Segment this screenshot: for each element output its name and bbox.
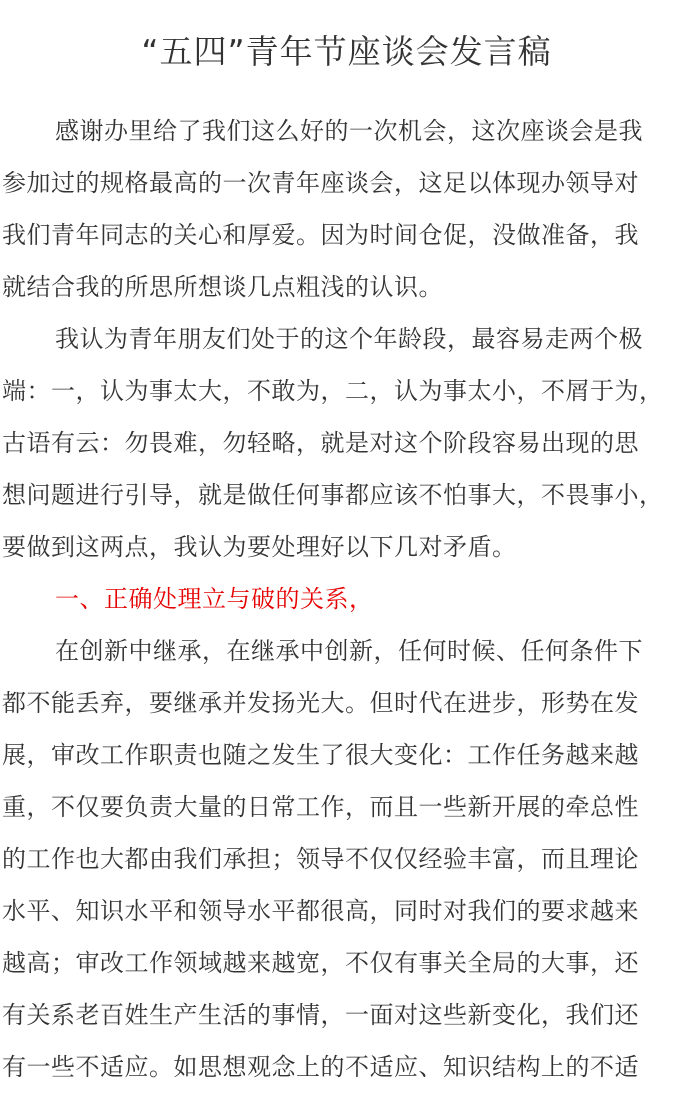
paragraph-line: 我们青年同志的关心和厚爱。因为时间仓促，没做准备，我	[2, 221, 639, 249]
paragraph-line: 重，不仅要负责大量的日常工作，而且一些新开展的牵总性	[2, 793, 639, 821]
paragraph-line: 有一些不适应。如思想观念上的不适应、知识结构上的不适	[2, 1053, 639, 1081]
paragraph-line: 越高；审改工作领域越来越宽，不仅有事关全局的大事，还	[2, 949, 639, 977]
paragraph-line: 都不能丢弃，要继承并发扬光大。但时代在进步，形势在发	[2, 689, 639, 717]
document-title: “五四”青年节座谈会发言稿	[141, 32, 552, 71]
paragraph-line: 端：一，认为事太大，不敢为，二，认为事太小，不屑于为，	[2, 377, 664, 405]
paragraph-line: 的工作也大都由我们承担；领导不仅仅经验丰富，而且理论	[2, 845, 639, 873]
paragraph-line: 在创新中继承，在继承中创新，任何时候、任何条件下	[55, 637, 643, 665]
paragraph-line: 展，审改工作职责也随之发生了很大变化：工作任务越来越	[2, 741, 639, 769]
paragraph-line: 有关系老百姓生产生活的事情，一面对这些新变化，我们还	[2, 1001, 639, 1029]
paragraph-line: 要做到这两点，我认为要处理好以下几对矛盾。	[2, 533, 517, 561]
paragraph-line: 我认为青年朋友们处于的这个年龄段，最容易走两个极	[55, 325, 643, 353]
paragraph-line: 想问题进行引导，就是做任何事都应该不怕事大，不畏事小，	[2, 481, 664, 509]
document-body	[2, 105, 692, 1093]
paragraph-line: 感谢办里给了我们这么好的一次机会，这次座谈会是我	[55, 117, 643, 145]
section-heading: 一、正确处理立与破的关系，	[55, 585, 374, 613]
paragraph-line: 水平、知识水平和领导水平都很高，同时对我们的要求越来	[2, 897, 639, 925]
paragraph-line: 就结合我的所思所想谈几点粗浅的认识。	[2, 273, 443, 301]
paragraph-line: 参加过的规格最高的一次青年座谈会，这足以体现办领导对	[2, 169, 639, 197]
paragraph-line: 古语有云：勿畏难，勿轻略，就是对这个阶段容易出现的思	[2, 429, 639, 457]
